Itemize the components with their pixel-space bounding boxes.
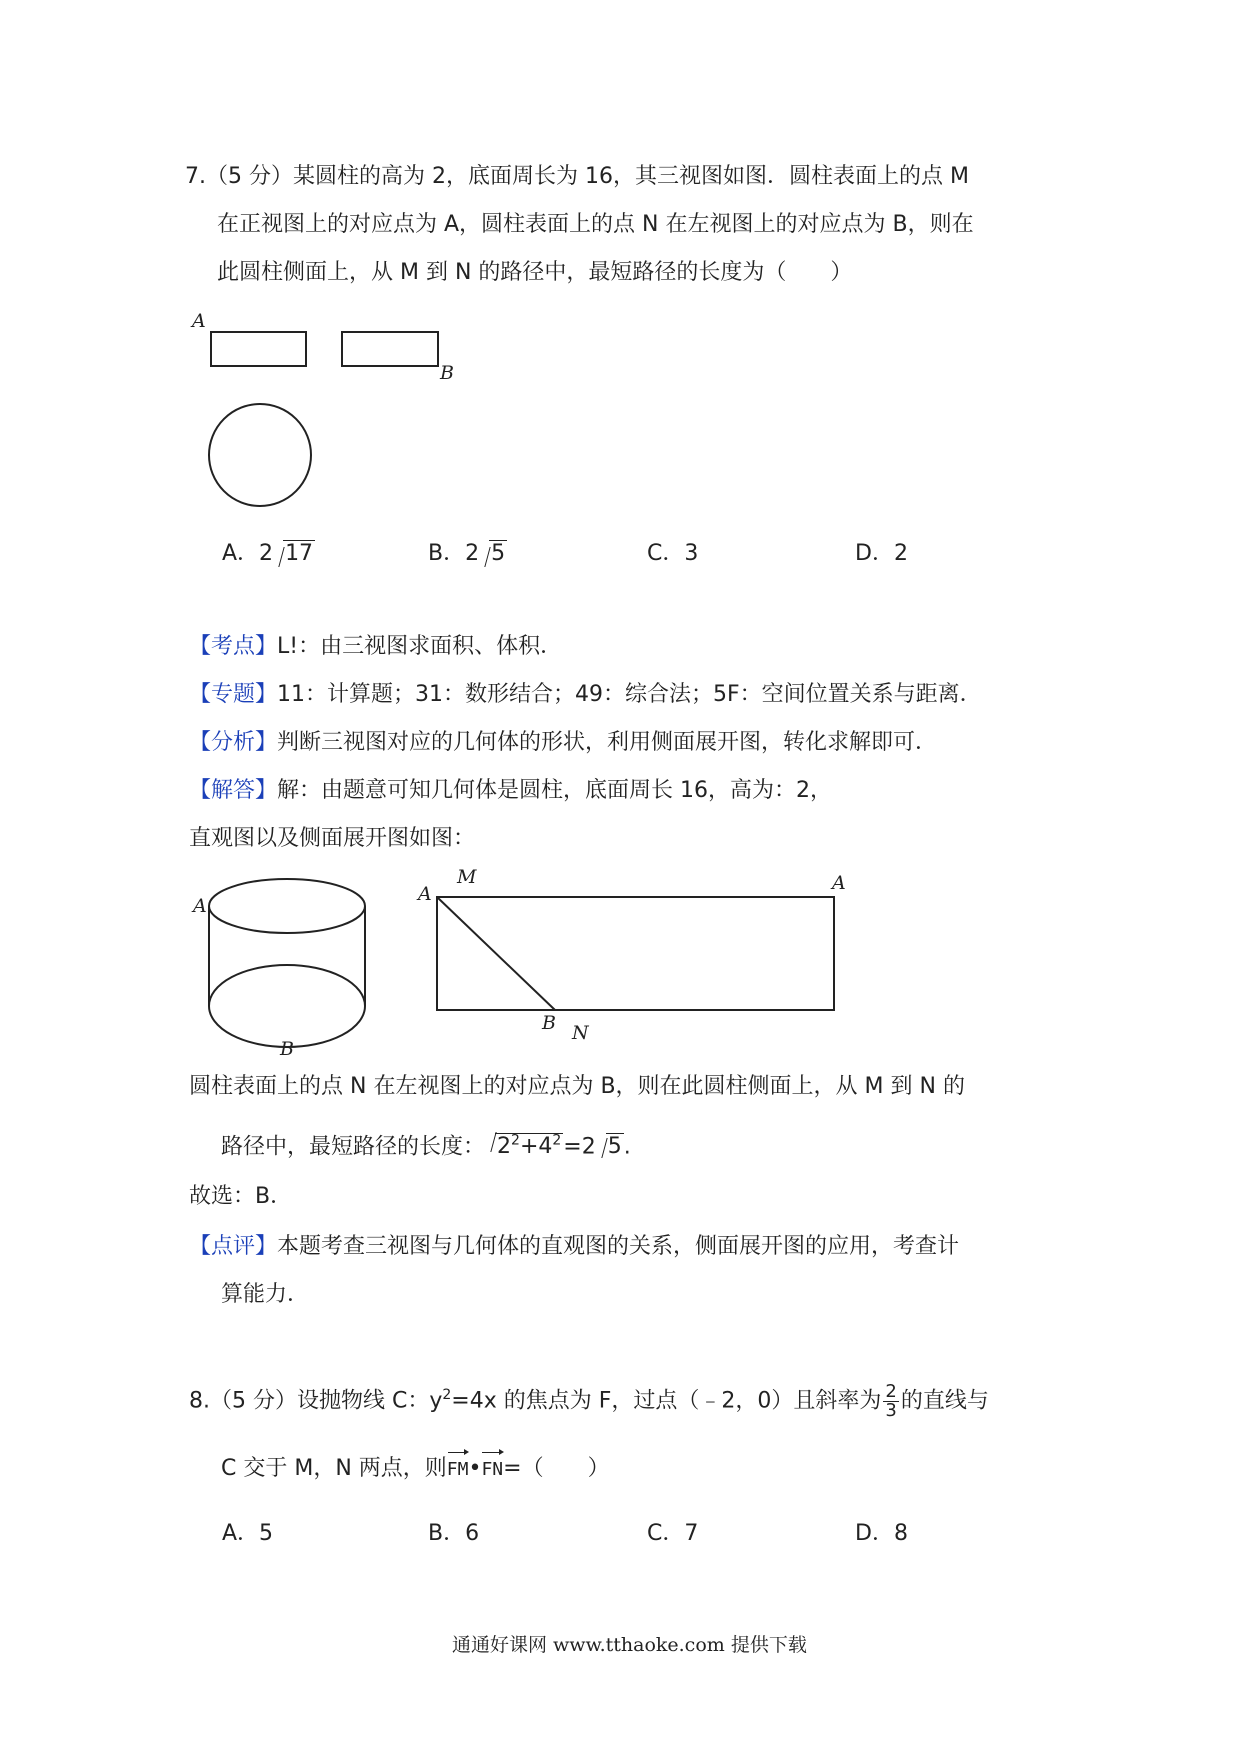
dianping-text: 本题考查三视图与几何体的直观图的关系，侧面展开图的应用，考查计	[277, 1234, 960, 1259]
dianping-row	[189, 1232, 959, 1262]
vector-fn: FN	[481, 1455, 503, 1485]
footer-credit: 通通好课网 www.tthaoke.com 提供下载	[452, 1634, 807, 1656]
q7-option-d: D．2	[855, 541, 908, 566]
jieda-text: 解：由题意可知几何体是圆柱，底面周长 16，高为：2，	[277, 778, 833, 803]
fenxi-tag: 【分析】	[189, 730, 278, 755]
zhuanti-text: 11：计算题；31：数形结合；49：综合法；5F：空间位置关系与距离．	[277, 682, 982, 707]
q8-option-d: D．8	[855, 1521, 908, 1546]
kaodian-tag: 【考点】	[189, 634, 278, 659]
net-label-m: M	[457, 866, 477, 888]
top-view-circle	[209, 404, 311, 506]
choice-line: 故选：B．	[189, 1184, 293, 1209]
q7-line3: 此圆柱侧面上，从 M 到 N 的路径中，最短路径的长度为（ ）	[217, 260, 853, 285]
net-label-a-left: A	[418, 883, 432, 905]
kaodian-row	[189, 632, 562, 662]
jieda-row	[189, 776, 832, 806]
side-view-rect	[342, 332, 438, 366]
cylinder-bottom-ellipse	[209, 965, 365, 1047]
front-view-rect	[211, 332, 306, 366]
kaodian-text: L!：由三视图求面积、体积．	[277, 634, 563, 659]
jieda-tag: 【解答】	[189, 778, 278, 803]
solution-line1: 圆柱表面上的点 N 在左视图上的对应点为 B，则在此圆柱侧面上，从 M 到 N 的	[189, 1074, 965, 1099]
cyl-label-b: B	[280, 1038, 294, 1060]
zhuanti-row	[189, 680, 982, 710]
net-label-b: B	[542, 1012, 556, 1034]
q8-line1: 8.（5 分）设抛物线 C：$y^2=4x$ 的焦点为 F，过点（﹣2，0）且斜率为 $\frac{2}{3}$ 的直线与	[189, 1380, 989, 1421]
q8-option-a: A．5	[222, 1521, 274, 1546]
q7-line1: 7.（5 分）某圆柱的高为 2，底面周长为 16，其三视图如图．圆柱表面上的点 M	[185, 164, 969, 189]
fig-label-a: A	[192, 310, 206, 332]
vector-fm: FM	[447, 1455, 469, 1485]
q7-option-c: C．3	[647, 541, 699, 566]
dianping-line2: 算能力．	[221, 1282, 310, 1307]
net-rectangle	[437, 897, 834, 1010]
figure-intro: 直观图以及侧面展开图如图：	[189, 826, 476, 851]
fig-label-b: B	[440, 362, 454, 384]
q7-option-a: A．2 17	[222, 541, 314, 566]
cyl-label-a: A	[193, 895, 207, 917]
q8-option-c: C．7	[647, 1521, 699, 1546]
net-label-n: N	[572, 1022, 589, 1044]
q7-line2: 在正视图上的对应点为 A，圆柱表面上的点 N 在左视图上的对应点为 B，则在	[217, 212, 974, 237]
q7-option-b: B．2 5	[428, 541, 506, 566]
net-label-a-right: A	[832, 872, 846, 894]
zhuanti-tag: 【专题】	[189, 682, 278, 707]
shortest-path-line	[437, 897, 555, 1010]
slope-fraction: $\frac{2}{3}$	[885, 1380, 897, 1421]
fenxi-row	[189, 728, 937, 758]
solution-line2: 路径中，最短路径的长度： $2^2+4^2=2$ 5.	[221, 1126, 631, 1162]
dianping-tag: 【点评】	[189, 1234, 278, 1259]
fenxi-text: 判断三视图对应的几何体的形状，利用侧面展开图，转化求解即可．	[277, 730, 938, 755]
cylinder-top-ellipse	[209, 879, 365, 933]
q8-line2: C 交于 M，N 两点，则FM•FN=（ ）	[221, 1454, 610, 1485]
q8-option-b: B．6	[428, 1521, 480, 1546]
